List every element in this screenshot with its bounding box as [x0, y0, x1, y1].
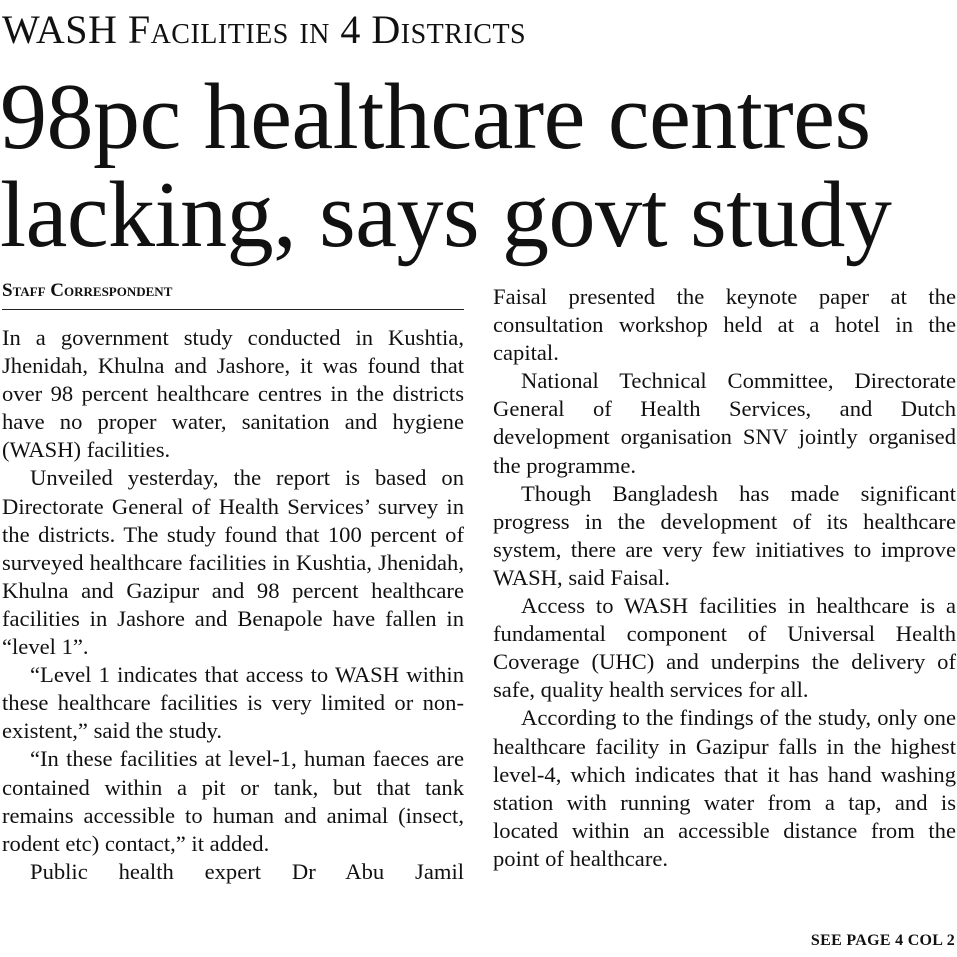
- byline: Staff Correspondent: [2, 280, 464, 310]
- paragraph: Faisal presented the keynote paper at the consultation workshop held at a hotel in the capital.: [493, 284, 956, 366]
- paragraph: Public health expert Dr Abu Jamil: [30, 858, 464, 884]
- paragraph: National Technical Committee, Directorate General of Health Services, and Dutch development organisation SNV jointly organised the programme.: [493, 368, 956, 478]
- paragraph: According to the findings of the study, only one healthcare facility in Gazipur falls in the highest level-4, which indicates that it has hand washing station with running water from a tap, and is located within an accessible distance from the point of healthcare.: [493, 705, 956, 871]
- paragraph: Access to WASH facilities in healthcare is a fundamental component of Universal Health Coverage (UHC) and underpins the delivery of safe, quality health services for all.: [493, 593, 956, 703]
- paragraph: Though Bangladesh has made significant progress in the development of its healthcare system, there are very few initiatives to improve WASH, said Faisal.: [493, 480, 956, 590]
- paragraph: “In these facilities at level-1, human faeces are contained within a pit or tank, but that tank remains accessible to human and animal (insect, rodent etc) contact,” it added.: [2, 746, 464, 856]
- paragraph: In a government study conducted in Kushtia, Jhenidah, Khulna and Jashore, it was found that over 98 percent healthcare centres in the districts have no proper water, sanitation and hygiene (WASH) facilities.: [2, 325, 464, 463]
- continued-on-page-note: SEE PAGE 4 COL 2: [810, 932, 955, 949]
- paragraph: Unveiled yesterday, the report is based on Directorate General of Health Services’ survey in the districts. The study found that 100 percent of surveyed healthcare facilities in Kushtia, Jhenidah, Khulna and Gazipur and 98 percent healthcare facilities in Jashore and Benapole have fallen in “level 1”.: [2, 465, 464, 660]
- article-column-2: [493, 283, 956, 873]
- kicker-heading: WASH Facilities in 4 Districts: [2, 7, 527, 52]
- headline-line-1: 98pc healthcare centres: [0, 65, 871, 169]
- headline: [0, 65, 957, 267]
- article-column-1: [2, 324, 464, 886]
- headline-line-2: lacking, says govt study: [0, 163, 892, 267]
- paragraph: “Level 1 indicates that access to WASH within these healthcare facilities is very limited or non-existent,” said the study.: [2, 662, 464, 744]
